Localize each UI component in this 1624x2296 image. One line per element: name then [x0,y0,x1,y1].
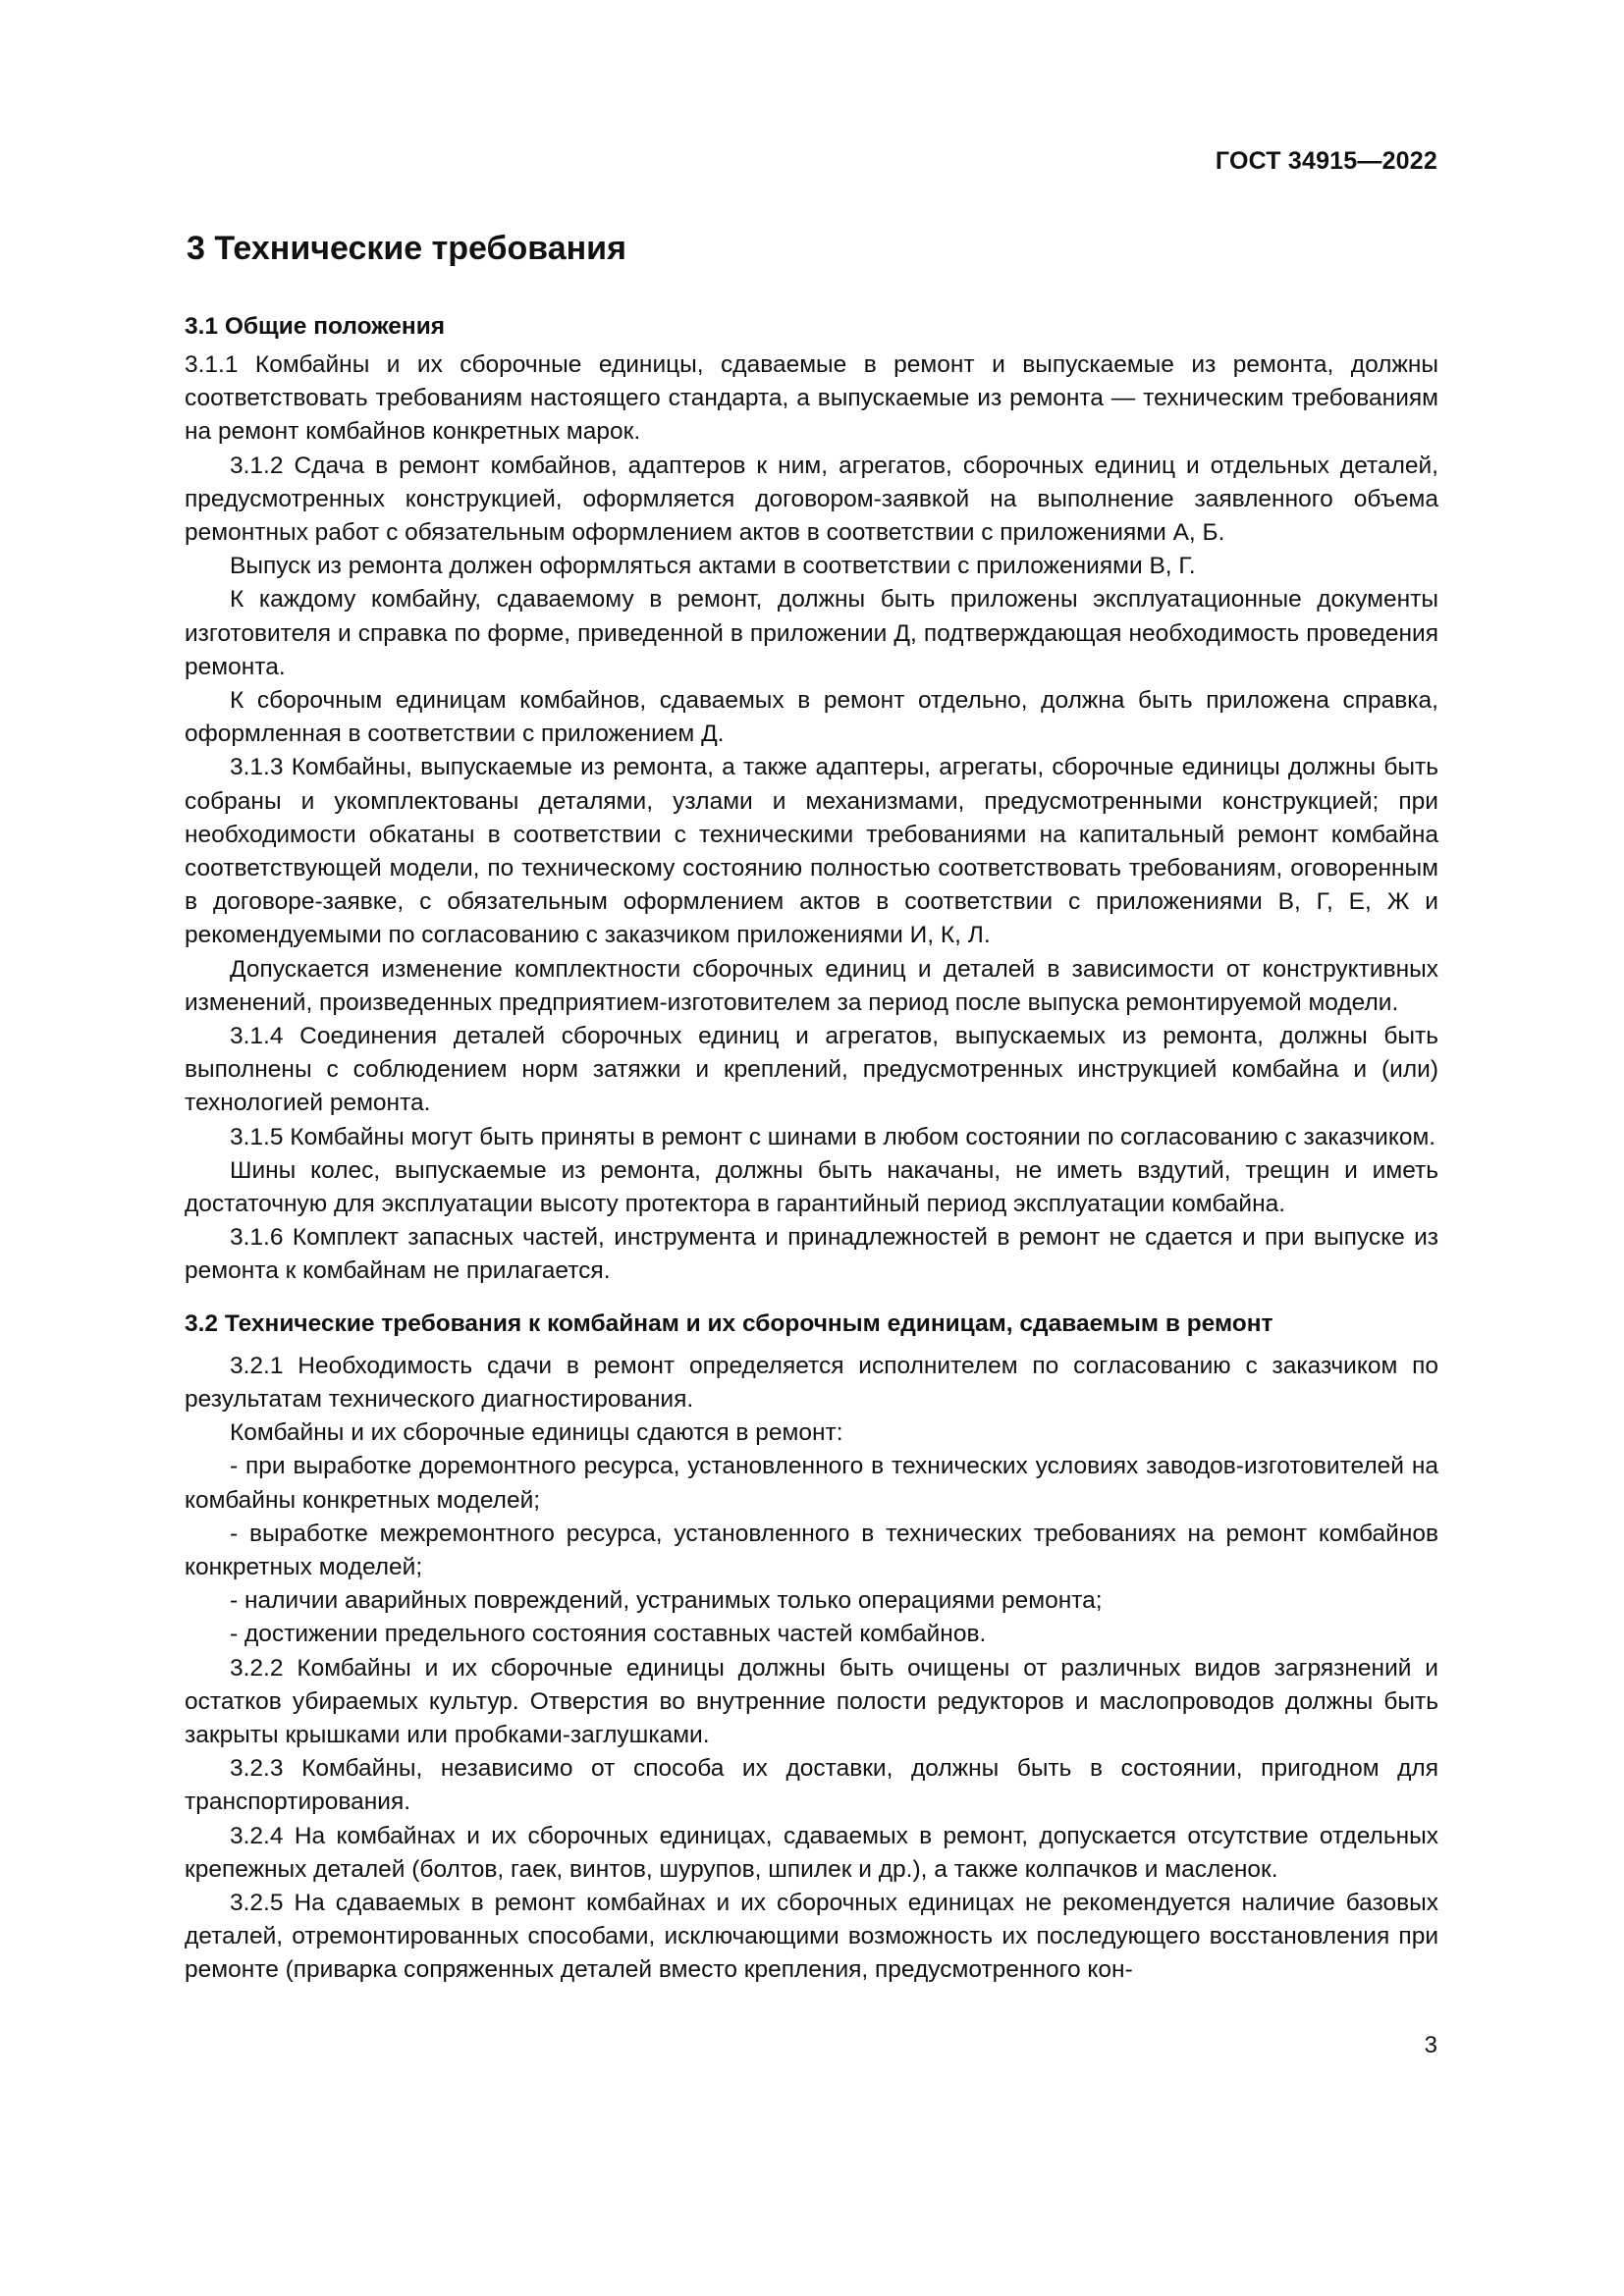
list-item: - выработке межремонтного ресурса, установленного в технических требованиях на ремонт комбайнов конкретных моделей; [185,1520,1438,1580]
list-item: - при выработке доремонтного ресурса, установленного в технических условиях заводов-изготовителей на комбайны конкретных моделей; [185,1453,1438,1514]
paragraph: 3.2.5 На сдаваемых в ремонт комбайнах и их сборочных единицах не рекомендуется наличие базовых деталей, отремонтированных способами, исключающими возможность их последующего восстановления при ремонте (приварка сопряженных деталей вместо крепления, предусмотренного кон- [185,1889,1438,1984]
paragraph: 3.1.4 Соединения деталей сборочных единиц и агрегатов, выпускаемых из ремонта, должны быть выполнены с соблюдением норм затяжки и креплений, предусмотренных инструкцией комбайна и (или) технологией ремонта. [185,1023,1438,1117]
paragraph: К сборочным единицам комбайнов, сдаваемых в ремонт отдельно, должна быть приложена справка, оформленная в соответствии с приложением Д. [185,687,1438,748]
paragraph: Шины колес, выпускаемые из ремонта, должны быть накачаны, не иметь вздутий, трещин и иметь достаточную для эксплуатации высоту протектора в гарантийный период эксплуатации комбайна. [185,1156,1438,1218]
list-item: - достижении предельного состояния составных частей комбайнов. [230,1621,987,1648]
subsection-3-1-body [185,348,1438,1289]
paragraph: 3.1.2 Сдача в ремонт комбайнов, адаптеров к ним, агрегатов, сборочных единиц и отдельных деталей, предусмотренных конструкцией, оформляется договором-заявкой на выполнение заявленного объема ремонтных работ с обязательным оформлением актов в соответствии с приложениями А, Б. [185,452,1438,547]
paragraph: 3.2.1 Необходимость сдачи в ремонт определяется исполнителем по согласованию с заказчиком по результатам технического диагностирования. [185,1352,1438,1413]
page-content [185,222,1438,1988]
document-code: ГОСТ 34915—2022 [1215,147,1437,175]
paragraph: 3.1.6 Комплект запасных частей, инструмента и принадлежностей в ремонт не сдается и при выпуске из ремонта к комбайнам не прилагается. [185,1224,1438,1285]
paragraph: К каждому комбайну, сдаваемому в ремонт, должны быть приложены эксплуатационные документы изготовителя и справка по форме, приведенной в приложении Д, подтверждающая необходимость проведения ремонта. [185,586,1438,680]
paragraph: 3.1.3 Комбайны, выпускаемые из ремонта, а также адаптеры, агрегаты, сборочные единицы должны быть собраны и укомплектованы деталями, узлами и механизмами, предусмотренными конструкцией; при необходимости обкатаны в соответствии с техническими требованиями на капитальный ремонт комбайна соответствующей модели, по техническому состоянию полностью соответствовать требованиям, оговоренным в договоре-заявке, с обязательным оформлением актов в соответствии с приложениями В, Г, Е, Ж и рекомендуемыми по согласованию с заказчиком приложениями И, К, Л. [185,754,1438,949]
paragraph: Выпуск из ремонта должен оформляться актами в соответствии с приложениями В, Г. [230,553,1196,580]
subsection-3-2-body [185,1350,1438,1988]
section-title: 3 Технические требования [187,230,626,267]
subsection-title-3-1: 3.1 Общие положения [185,313,446,340]
paragraph: Комбайны и их сборочные единицы сдаются в ремонт: [230,1419,843,1447]
paragraph: 3.2.4 На комбайнах и их сборочных единицах, сдаваемых в ремонт, допускается отсутствие отдельных крепежных деталей (болтов, гаек, винтов, шурупов, шпилек и др.), а также колпачков и масленок. [185,1822,1438,1883]
paragraph: 3.2.3 Комбайны, независимо от способа их доставки, должны быть в состоянии, пригодном для транспортирования. [185,1755,1438,1816]
subsection-title-3-2: 3.2 Технические требования к комбайнам и их сборочным единицам, сдаваемым в ремонт [185,1309,1273,1337]
list-item: - наличии аварийных повреждений, устранимых только операциями ремонта; [230,1587,1103,1615]
paragraph: 3.1.1 Комбайны и их сборочные единицы, сдаваемые в ремонт и выпускаемые из ремонта, должны соответствовать требованиям настоящего стандарта, а выпускаемые из ремонта — техническим требованиям на ремонт комбайнов конкретных марок. [185,351,1438,446]
page-number: 3 [1424,2032,1437,2058]
paragraph: 3.2.2 Комбайны и их сборочные единицы должны быть очищены от различных видов загрязнений и остатков убираемых культур. Отверстия во внутренние полости редукторов и маслопроводов должны быть закрыты крышками или пробками-заглушками. [185,1654,1438,1748]
paragraph: 3.1.5 Комбайны могут быть приняты в ремонт с шинами в любом состоянии по согласованию с заказчиком. [230,1123,1436,1150]
paragraph: Допускается изменение комплектности сборочных единиц и деталей в зависимости от конструктивных изменений, произведенных предприятием-изготовителем за период после выпуска ремонтируемой модели. [185,955,1438,1016]
